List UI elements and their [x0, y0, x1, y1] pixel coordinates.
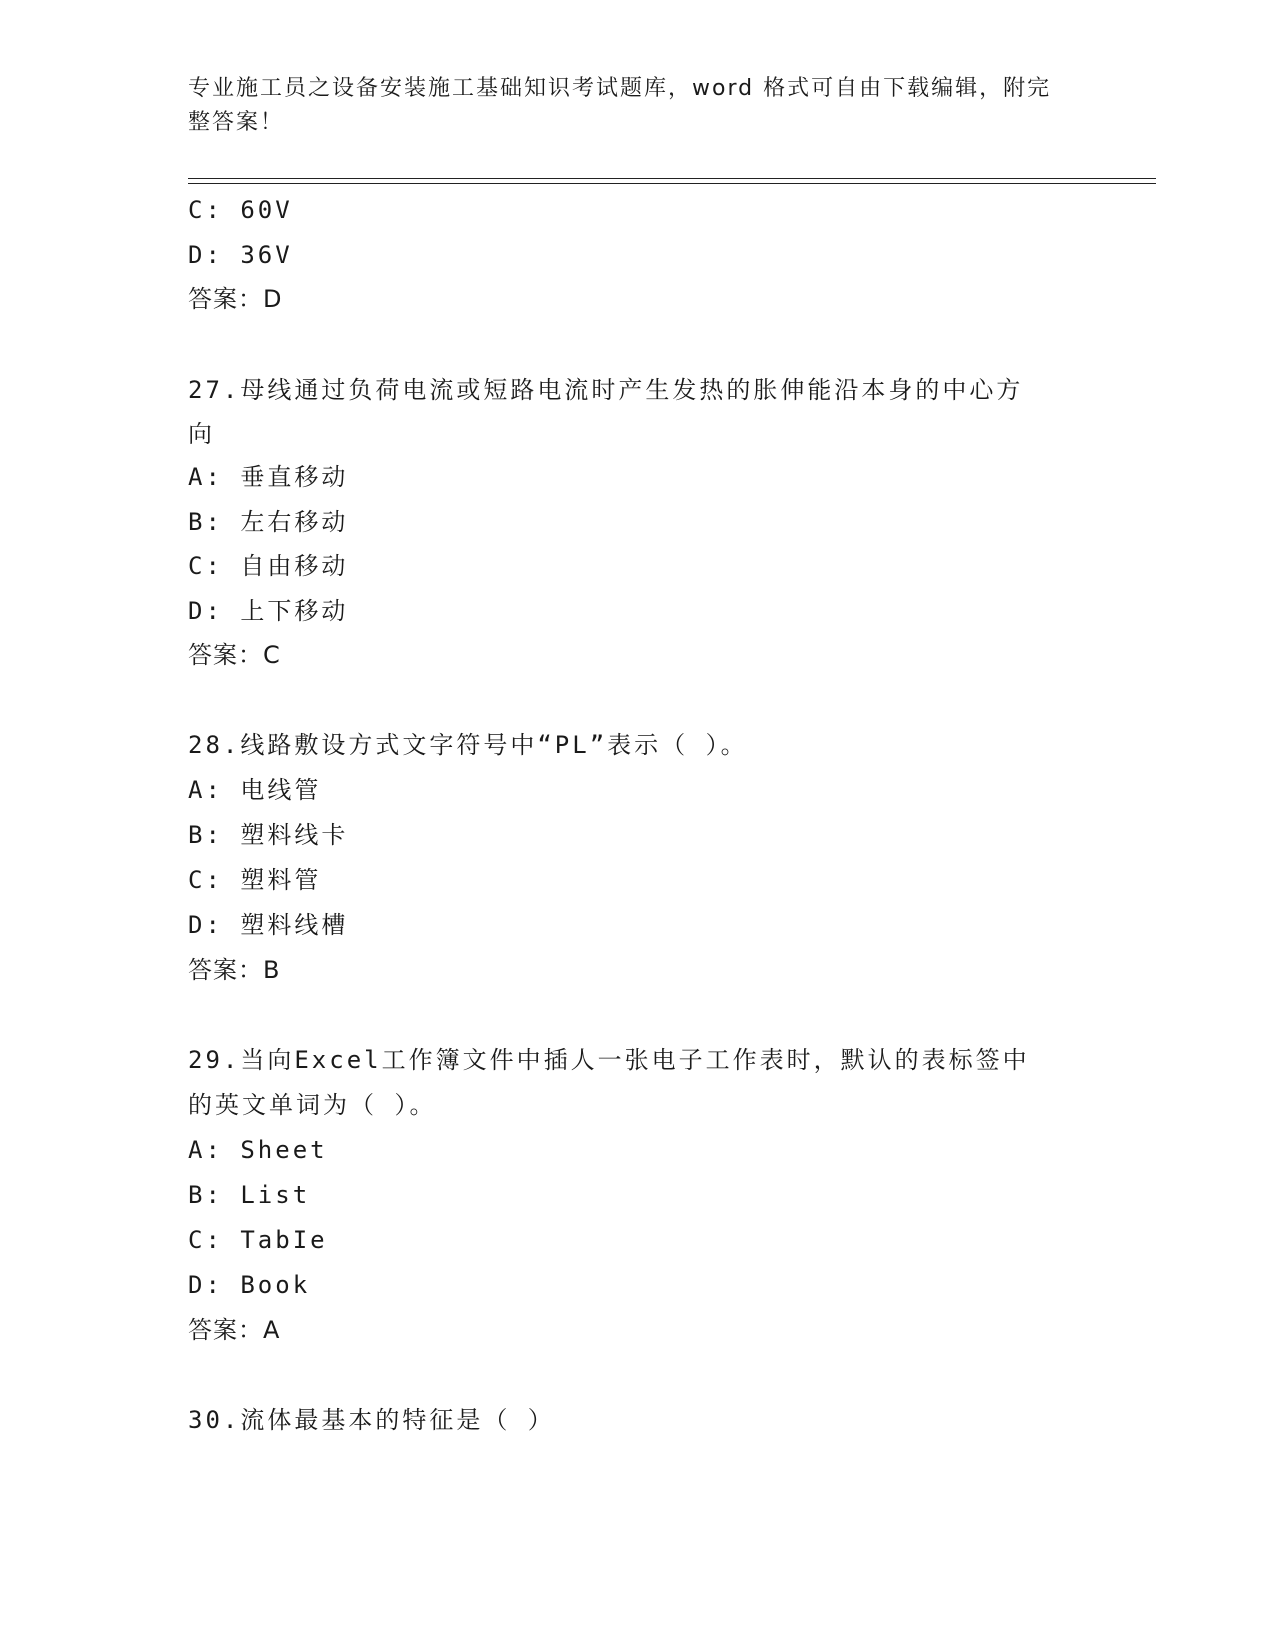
question-28-answer: 答案：B: [188, 956, 281, 984]
question-27-option-c: C: 自由移动: [188, 552, 349, 580]
question-28-option-a: A: 电线管: [188, 776, 322, 804]
question-29-option-c: C: TabIe: [188, 1226, 328, 1254]
prev-answer: 答案：D: [188, 285, 283, 313]
question-29-option-b: B: List: [188, 1181, 311, 1209]
question-30-stem: 30.流体最基本的特征是（ ）: [188, 1406, 555, 1434]
question-29-answer: 答案：A: [188, 1316, 281, 1344]
prev-option-d: D: 36V: [188, 241, 293, 269]
question-27-option-d: D: 上下移动: [188, 597, 349, 625]
question-29-option-d: D: Book: [188, 1271, 311, 1299]
question-29-option-a: A: Sheet: [188, 1136, 328, 1164]
question-27-stem-cont: 向: [188, 420, 215, 448]
question-28-option-d: D: 塑料线槽: [188, 911, 349, 939]
question-27-option-b: B: 左右移动: [188, 508, 349, 536]
prev-option-c: C: 60V: [188, 196, 293, 224]
document-intro: 专业施工员之设备安装施工基础知识考试题库，word 格式可自由下载编辑，附完整答案！: [188, 76, 1052, 135]
question-28-option-c: C: 塑料管: [188, 866, 322, 894]
question-28-option-b: B: 塑料线卡: [188, 821, 349, 849]
question-29-stem: 29.当向Excel工作簿文件中插人一张电子工作表时，默认的表标签中: [188, 1046, 1030, 1074]
question-29-stem-cont: 的英文单词为（ ）。: [188, 1091, 437, 1119]
question-27-option-a: A: 垂直移动: [188, 463, 349, 491]
question-27-answer: 答案：C: [188, 641, 281, 669]
header-divider-top: [188, 178, 1156, 179]
header-divider-bottom: [188, 183, 1156, 184]
question-28-stem: 28.线路敷设方式文字符号中“PL”表示（ ）。: [188, 731, 748, 759]
question-27-stem: 27.母线通过负荷电流或短路电流时产生发热的胀伸能沿本身的中心方: [188, 376, 1024, 404]
